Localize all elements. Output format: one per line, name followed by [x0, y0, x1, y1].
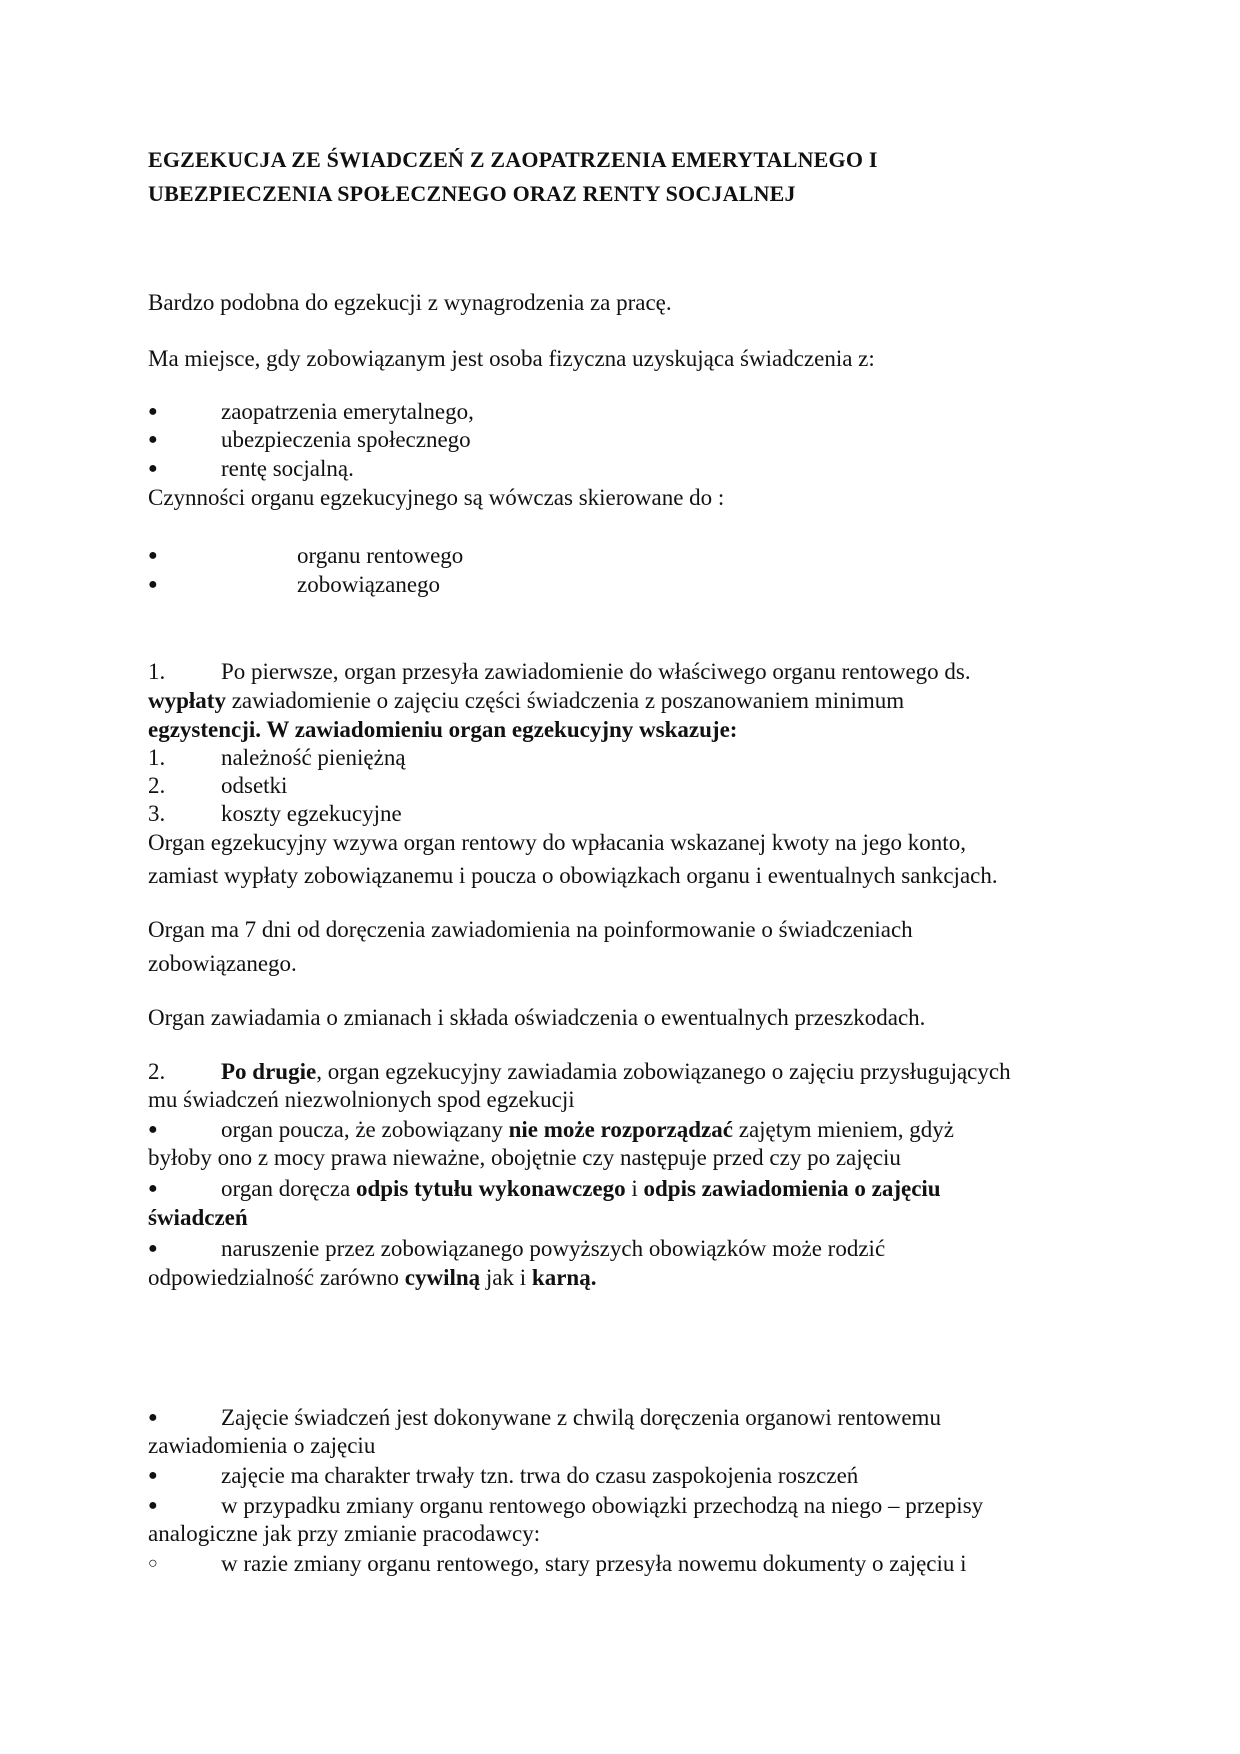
- final-line-3a: w przypadku zmiany organu rentowego obowiązki przechodzą na niego – przepisy: [221, 1493, 984, 1518]
- step2-point-1b: byłoby ono z mocy prawa nieważne, obojętnie czy następuje przed czy po zajęciu: [148, 1145, 901, 1170]
- call-line-1: Organ egzekucyjny wzywa organ rentowy do wpłacania wskazanej kwoty na jego konto,: [148, 830, 966, 855]
- bold-text: cywilną: [404, 1265, 481, 1290]
- text-run: odpowiedzialność zarówno: [148, 1265, 405, 1290]
- bullet-icon: ●: [148, 1497, 158, 1514]
- item-number: 2.: [148, 773, 166, 798]
- item-number: 3.: [148, 801, 166, 826]
- final-line-1b: zawiadomienia o zajęciu: [148, 1433, 376, 1458]
- list-item: zobowiązanego: [297, 572, 441, 597]
- item-number: 1.: [148, 745, 166, 770]
- text-run: organ doręcza: [221, 1176, 356, 1201]
- step-number: 1.: [148, 659, 166, 684]
- circle-bullet-icon: ○: [148, 1555, 158, 1572]
- call-line-2: zamiast wypłaty zobowiązanemu i poucza o obowiązkach organu i ewentualnych sankcjach.: [148, 863, 998, 888]
- bullet-icon: ●: [148, 1409, 158, 1426]
- step1-line-a: Po pierwsze, organ przesyła zawiadomienie do właściwego organu rentowego ds.: [221, 659, 971, 684]
- bold-text: karną.: [531, 1265, 597, 1290]
- bullet-icon: ●: [148, 1121, 158, 1138]
- bullet-icon: ●: [148, 431, 158, 448]
- bullet-icon: ●: [148, 547, 158, 564]
- step2-point-3a: naruszenie przez zobowiązanego powyższych obowiązków może rodzić: [221, 1236, 886, 1261]
- step1-line-b: [148, 687, 904, 715]
- days-line-2: zobowiązanego.: [148, 951, 297, 976]
- final-line-3b: analogiczne jak przy zmianie pracodawcy:: [148, 1521, 541, 1546]
- step2-line-a: [221, 1058, 1011, 1086]
- bold-text: Po drugie: [221, 1059, 317, 1084]
- list-item: zaopatrzenia emerytalnego,: [221, 399, 474, 424]
- text-run: i: [625, 1176, 644, 1201]
- bold-text: świadczeń: [148, 1205, 248, 1230]
- step2-point-1a: [221, 1116, 954, 1144]
- step2-line-b: mu świadczeń niezwolnionych spod egzekucji: [148, 1087, 575, 1112]
- bullet-icon: ●: [148, 1180, 158, 1197]
- bold-text: wypłaty: [148, 688, 226, 713]
- bullet-icon: ●: [148, 460, 158, 477]
- list-item: odsetki: [221, 773, 288, 798]
- directed-paragraph: Czynności organu egzekucyjnego są wówczas skierowane do :: [148, 485, 725, 510]
- title-line-2: UBEZPIECZENIA SPOŁECZNEGO ORAZ RENTY SOCJALNEJ: [148, 181, 796, 206]
- text-run: zajętym mieniem, gdyż: [732, 1117, 954, 1142]
- bullet-icon: ●: [148, 1467, 158, 1484]
- notify-paragraph: Organ zawiadamia o zmianach i składa oświadczenia o ewentualnych przeszkodach.: [148, 1005, 926, 1030]
- bullet-icon: ●: [148, 403, 158, 420]
- step2-point-2a: [221, 1175, 941, 1203]
- days-line-1: Organ ma 7 dni od doręczenia zawiadomienia na poinformowanie o świadczeniach: [148, 917, 913, 942]
- bullet-icon: ●: [148, 576, 158, 593]
- final-line-4: w razie zmiany organu rentowego, stary przesyła nowemu dokumenty o zajęciu i: [221, 1551, 967, 1576]
- list-item: należność pieniężną: [221, 745, 406, 770]
- bullet-icon: ●: [148, 1240, 158, 1257]
- step1-line-c: [148, 716, 737, 744]
- step2-point-3b: [148, 1264, 596, 1292]
- bold-text: odpis tytułu wykonawczego: [355, 1176, 626, 1201]
- text-run: organ poucza, że zobowiązany: [221, 1117, 509, 1142]
- list-item: organu rentowego: [297, 543, 464, 568]
- list-item: koszty egzekucyjne: [221, 801, 402, 826]
- step2-point-2b: [148, 1204, 248, 1232]
- step-number: 2.: [148, 1059, 166, 1084]
- list-item: ubezpieczenia społecznego: [221, 427, 471, 452]
- bold-text: egzystencji. W zawiadomieniu organ egzekucyjny wskazuje:: [148, 717, 738, 742]
- final-line-1a: Zajęcie świadczeń jest dokonywane z chwilą doręczenia organowi rentowemu: [221, 1405, 941, 1430]
- text-run: zawiadomienie o zajęciu części świadczenia z poszanowaniem minimum: [225, 688, 905, 713]
- title-line-1: EGZEKUCJA ZE ŚWIADCZEŃ Z ZAOPATRZENIA EMERYTALNEGO I: [148, 147, 878, 172]
- occurs-paragraph: Ma miejsce, gdy zobowiązanym jest osoba fizyczna uzyskująca świadczenia z:: [148, 346, 875, 371]
- bold-text: odpis zawiadomienia o zajęciu: [643, 1176, 941, 1201]
- intro-paragraph: Bardzo podobna do egzekucji z wynagrodzenia za pracę.: [148, 290, 672, 315]
- final-line-2: zajęcie ma charakter trwały tzn. trwa do czasu zaspokojenia roszczeń: [221, 1463, 859, 1488]
- list-item: rentę socjalną.: [221, 456, 354, 481]
- text-run: jak i: [480, 1265, 532, 1290]
- bold-text: nie może rozporządzać: [508, 1117, 733, 1142]
- text-run: , organ egzekucyjny zawiadamia zobowiązanego o zajęciu przysługujących: [316, 1059, 1011, 1084]
